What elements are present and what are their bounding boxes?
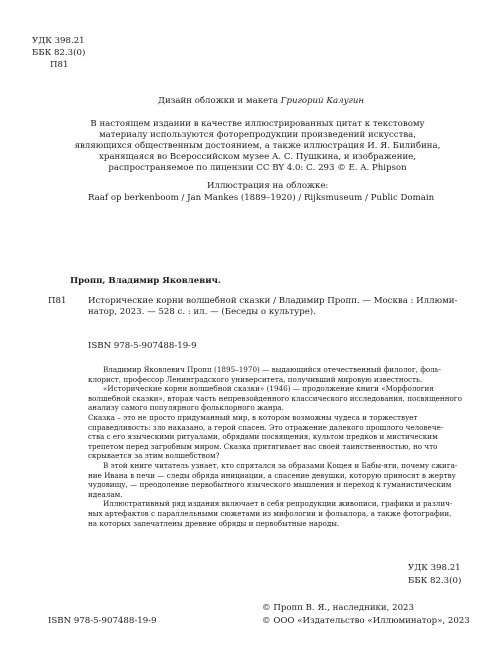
illustrations-note-line: распространяемое по лицензии CC BY 4.0: С. 293 © E. A. Phipson xyxy=(108,163,407,173)
design-credit-name: Григорий Калугин xyxy=(280,96,365,106)
author-heading: Пропп, Владимир Яковлевич. xyxy=(70,276,221,286)
footer-udk: УДК 398.21 xyxy=(408,563,461,573)
design-credit-prefix: Дизайн обложки и макета xyxy=(158,96,279,106)
annotation-paragraph xyxy=(88,461,463,499)
annotation-line: Владимир Яковлевич Пропп (1895–1970) — выдающийся отечественный филолог, фоль- xyxy=(103,365,442,374)
annotation-line: «Исторические корни волшебной сказки» (1946) — продолжение книги «Морфология xyxy=(103,384,434,394)
record-description-line: натор, 2023. — 528 с. : ил. — (Беседы о культуре). xyxy=(88,307,316,317)
illustrations-note-line: В настоящем издании в качестве иллюстрированных цитат к текстовому xyxy=(90,119,425,129)
annotation-paragraph xyxy=(88,413,463,461)
annotation-paragraph xyxy=(88,365,463,413)
annotation-line: Иллюстративный ряд издания включает в себя репродукции живописи, графики и различ- xyxy=(103,499,453,509)
annotation-paragraph xyxy=(88,499,463,528)
footer-bbk: ББК 82.3(0) xyxy=(408,576,462,586)
footer-isbn: ISBN 978-5-907488-19-9 xyxy=(48,616,157,626)
annotation xyxy=(88,365,463,528)
record-description xyxy=(88,296,457,318)
copyright-publisher: © ООО «Издательство «Иллюминатор», 2023 xyxy=(262,616,470,626)
annotation-line: анализу самого популярного фольклорного жанра. xyxy=(88,403,284,413)
annotation-line: чудовищу, — преодоление первобытного языческого мышления и переход к гуманистическим xyxy=(88,480,452,490)
record-author-mark: П81 xyxy=(48,296,67,306)
record-description-line: Исторические корни волшебной сказки / Владимир Пропп. — Москва : Иллюми- xyxy=(88,296,458,306)
annotation-line: ных артефактов с параллельными сюжетами из мифологии и фольклора, а также фотографии, xyxy=(88,508,452,518)
udk-code: УДК 398.21 xyxy=(32,36,85,46)
annotation-line: В этой книге читатель узнает, кто спрятался за образами Кощея и Бабы-яги, почему сжига- xyxy=(103,460,458,470)
cover-illustration-heading: Иллюстрация на обложке: xyxy=(207,181,329,191)
annotation-line: Сказка – это не просто придуманный мир, в котором возможны чудеса и торжествует xyxy=(88,412,418,422)
annotation-line: скрывается за этим волшебством? xyxy=(88,451,220,461)
copyright-author: © Пропп В. Я., наследники, 2023 xyxy=(262,603,414,613)
annotation-line: справедливость: зло наказано, а герой спасен. Это отражение далекого прошлого человече- xyxy=(88,422,444,432)
annotation-line: идеалам. xyxy=(88,489,123,499)
annotation-line: ние Ивана в печи — следы обряда инициации, а спасение девушки, которую приносят в жертву xyxy=(88,470,456,480)
illustrations-note-line: хранящаяся во Всероссийском музее А. С. Пушкина, и изображение, xyxy=(98,152,417,162)
annotation-line: трепетом перед загробным миром. Сказка притягивает нас своей таинственностью, но что xyxy=(88,441,438,451)
cover-illustration-credit: Raaf op berkenboom / Jan Mankes (1889–1920) / Rijksmuseum / Public Domain xyxy=(88,193,435,203)
design-credit xyxy=(158,96,364,107)
bbk-code: ББК 82.3(0) xyxy=(32,48,86,58)
annotation-line: волшебной сказки», вторая часть непревзойденного классического исследования, посвященного xyxy=(88,393,462,403)
annotation-line: клорист, профессор Ленинградского университета, получивший мировую известность. xyxy=(88,374,423,384)
annotation-line: на которых запечатлены древние обряды и первобытные народы. xyxy=(88,518,340,528)
annotation-line: ства с его языческими ритуалами, обрядами посвящения, культом предков и мистическим xyxy=(88,432,438,442)
record-isbn: ISBN 978-5-907488-19-9 xyxy=(88,341,197,351)
illustrations-note xyxy=(60,119,455,174)
illustrations-note-line: материалу используются фоторепродукции произведений искусства, xyxy=(98,130,417,140)
author-mark: П81 xyxy=(50,60,69,70)
illustrations-note-line: являющихся общественным достоянием, а также иллюстрация И. Я. Билибина, xyxy=(74,141,441,151)
